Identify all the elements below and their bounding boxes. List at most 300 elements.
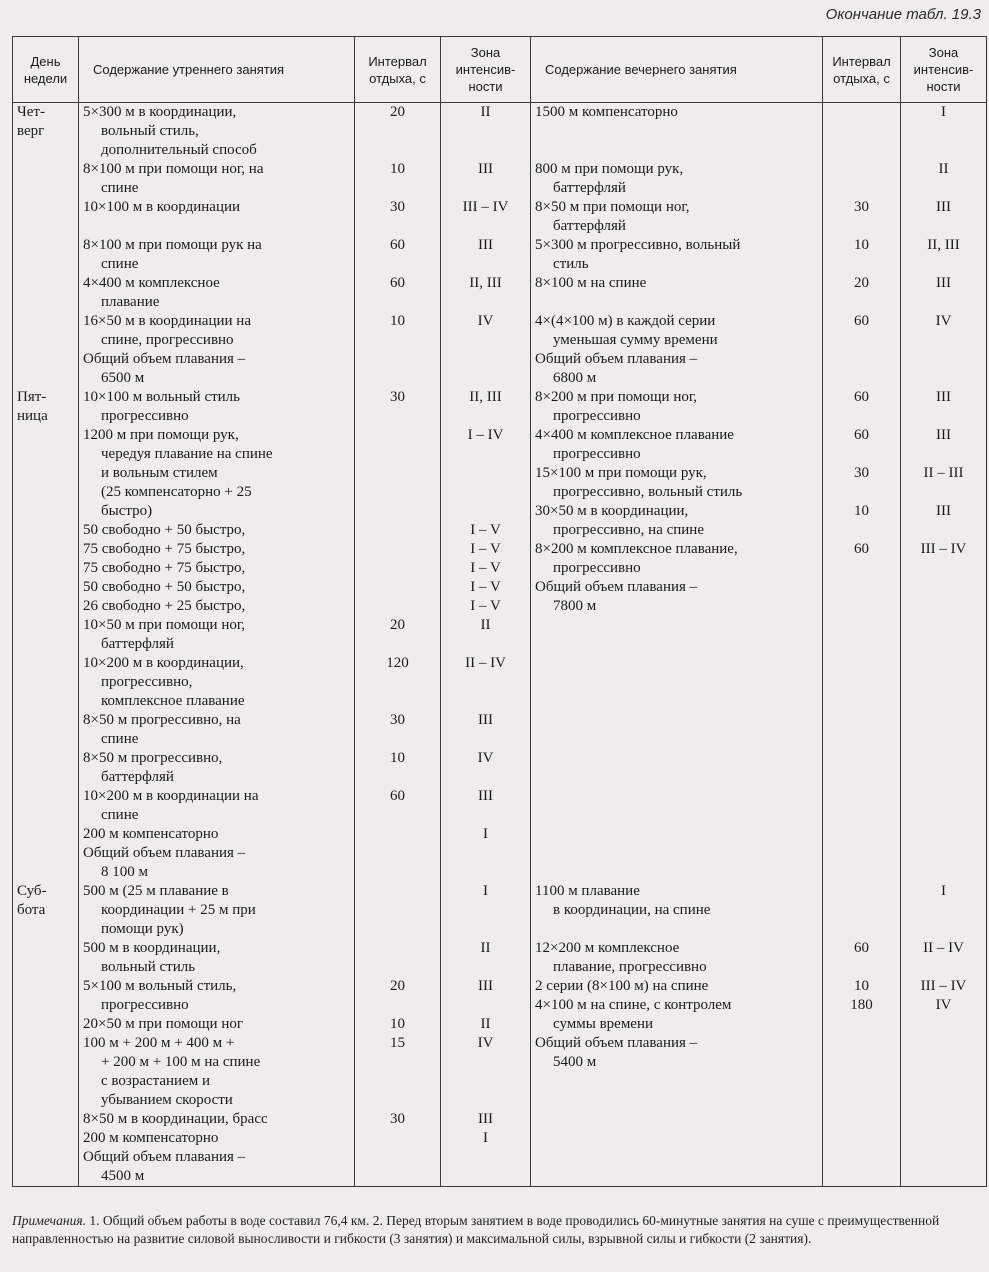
evening-zone-line — [905, 369, 982, 388]
evening-rest-line — [827, 217, 896, 236]
evening-zone-line — [905, 350, 982, 369]
evening-content-line: баттерфляй — [553, 218, 626, 234]
morning-zone-line — [445, 958, 526, 977]
evening-zone-line — [905, 901, 982, 920]
morning-content — [79, 882, 355, 1187]
morning-content-line: Общий объем плавания – — [83, 1149, 246, 1165]
header-morning: Содержание утреннего занятия — [79, 37, 355, 103]
morning-zone-line — [445, 445, 526, 464]
morning-zone-line: I — [483, 1130, 488, 1146]
evening-content-line — [535, 920, 818, 939]
morning-rest-line: 15 — [390, 1035, 405, 1051]
morning-zone-line — [445, 635, 526, 654]
morning-rest — [355, 103, 441, 389]
morning-content-line: спине — [101, 180, 139, 196]
evening-content-line: прогрессивно — [553, 408, 641, 424]
evening-zone-line — [905, 1015, 982, 1034]
morning-content-line: 8×50 м в координации, брасс — [83, 1111, 268, 1127]
morning-rest-line — [359, 255, 436, 274]
evening-rest — [823, 388, 901, 882]
evening-rest-line: 60 — [854, 427, 869, 443]
day-row — [13, 388, 987, 882]
evening-zone-line: IV — [935, 313, 952, 329]
evening-content-line: 4×100 м на спине, с контролем — [535, 997, 732, 1013]
evening-content-line: 8×100 м на спине — [535, 275, 647, 291]
morning-content-line: 4500 м — [101, 1168, 145, 1184]
day-cell — [13, 882, 79, 1187]
morning-content-line: 5×100 м вольный стиль, — [83, 978, 237, 994]
evening-content-line: суммы времени — [553, 1016, 654, 1032]
morning-rest-line — [359, 806, 436, 825]
evening-zone-line: IV — [935, 997, 952, 1013]
evening-rest-line — [827, 521, 896, 540]
morning-zone-line — [445, 673, 526, 692]
morning-content-line: спине — [101, 807, 139, 823]
evening-zone-line — [905, 1053, 982, 1072]
evening-zone-line: II — [938, 161, 949, 177]
morning-content-line: 4×400 м комплексное — [83, 275, 220, 291]
morning-zone-line: III — [478, 1111, 493, 1127]
morning-zone — [441, 103, 531, 389]
evening-zone-line — [905, 445, 982, 464]
morning-rest — [355, 882, 441, 1187]
morning-content-line: 10×100 м вольный стиль — [83, 389, 241, 405]
morning-rest-line — [359, 540, 436, 559]
evening-zone — [901, 103, 987, 389]
evening-rest-line: 60 — [854, 313, 869, 329]
morning-rest-line — [359, 1072, 436, 1091]
morning-zone-line — [445, 1091, 526, 1110]
evening-rest-line — [827, 1034, 896, 1053]
morning-content-line: 500 м (25 м плавание в — [83, 883, 229, 899]
morning-rest-line: 60 — [390, 788, 405, 804]
morning-zone-line — [445, 141, 526, 160]
morning-zone-line — [445, 217, 526, 236]
evening-zone-line: II – IV — [923, 940, 964, 956]
morning-zone-line: III — [478, 712, 493, 728]
morning-content-line: вольный стиль, — [101, 123, 199, 139]
morning-zone-line: II, III — [469, 275, 502, 291]
header-zone-morning: Зона интенсив-ности — [441, 37, 531, 103]
morning-zone-line — [445, 464, 526, 483]
evening-zone-line — [905, 255, 982, 274]
evening-content-line: 5×300 м прогрессивно, вольный — [535, 237, 741, 253]
evening-rest-line — [827, 141, 896, 160]
morning-rest-line — [359, 1167, 436, 1186]
evening-content-line: стиль — [553, 256, 589, 272]
morning-content-line: прогрессивно — [101, 997, 189, 1013]
evening-content-line: плавание, прогрессивно — [553, 959, 707, 975]
morning-zone-line: I – V — [470, 541, 501, 557]
morning-content-line: 10×200 м в координации, — [83, 655, 244, 671]
morning-content-line: 8×50 м прогрессивно, на — [83, 712, 241, 728]
evening-zone-line — [905, 293, 982, 312]
morning-zone-line: I — [483, 883, 488, 899]
morning-rest-line — [359, 768, 436, 787]
note-text: 1. Общий объем работы в воде составил 76,4 км. 2. Перед вторым занятием в воде проводились 60-минутные занятия на суше с преимущественной направленностью на развитие силовой выносливости и гибкости (3 занятия) и максимальной силы, взрывной силы и гибкости (2 занятия). — [12, 1213, 940, 1246]
morning-rest-line — [359, 122, 436, 141]
morning-zone-line: I – V — [470, 579, 501, 595]
day-label: бота — [17, 902, 46, 918]
morning-rest-line — [359, 692, 436, 711]
morning-rest-line: 30 — [390, 199, 405, 215]
morning-content-line: быстро) — [101, 503, 153, 519]
header-rest-morning: Интервал отдыха, с — [355, 37, 441, 103]
evening-rest-line — [827, 179, 896, 198]
morning-rest-line — [359, 825, 436, 844]
day-label: ница — [17, 408, 48, 424]
morning-content-line: 200 м компенсаторно — [83, 826, 219, 842]
morning-rest-line — [359, 179, 436, 198]
morning-content-line: Общий объем плавания – — [83, 845, 246, 861]
evening-rest-line — [827, 350, 896, 369]
evening-rest-line — [827, 901, 896, 920]
morning-rest — [355, 388, 441, 882]
morning-zone-line — [445, 293, 526, 312]
morning-content-line: вольный стиль — [101, 959, 196, 975]
evening-rest-line: 10 — [854, 978, 869, 994]
morning-content-line: 8×100 м при помощи рук на — [83, 237, 262, 253]
morning-rest-line — [359, 920, 436, 939]
morning-zone-line: IV — [477, 313, 494, 329]
evening-rest-line — [827, 1053, 896, 1072]
morning-rest-line — [359, 996, 436, 1015]
evening-content — [531, 103, 823, 389]
evening-zone-line — [905, 920, 982, 939]
evening-content-line: 7800 м — [553, 598, 597, 614]
morning-content-line: 100 м + 200 м + 400 м + — [83, 1035, 235, 1051]
evening-zone-line — [905, 483, 982, 502]
header-day: День недели — [13, 37, 79, 103]
morning-content-line: (25 компенсаторно + 25 — [101, 484, 252, 500]
morning-content-line: 1200 м при помощи рук, — [83, 427, 239, 443]
morning-content-line: и вольным стилем — [101, 465, 218, 481]
morning-content-line: 20×50 м при помощи ног — [83, 1016, 243, 1032]
morning-rest-line — [359, 350, 436, 369]
morning-rest-line — [359, 673, 436, 692]
morning-zone-line — [445, 407, 526, 426]
morning-zone-line: II — [480, 104, 491, 120]
morning-rest-line: 60 — [390, 275, 405, 291]
morning-zone-line: II — [480, 940, 491, 956]
morning-zone-line: I – V — [470, 560, 501, 576]
evening-content-line: 8×50 м при помощи ног, — [535, 199, 690, 215]
morning-zone-line — [445, 122, 526, 141]
morning-rest-line — [359, 293, 436, 312]
morning-rest-line: 30 — [390, 712, 405, 728]
evening-rest-line — [827, 597, 896, 616]
evening-rest-line — [827, 958, 896, 977]
morning-rest-line — [359, 635, 436, 654]
morning-zone-line: III — [478, 788, 493, 804]
evening-rest-line: 10 — [854, 237, 869, 253]
morning-zone-line — [445, 331, 526, 350]
morning-zone-line — [445, 483, 526, 502]
morning-zone-line: I – V — [470, 522, 501, 538]
morning-content-line: чередуя плавание на спине — [101, 446, 273, 462]
evening-zone-line — [905, 141, 982, 160]
evening-rest — [823, 882, 901, 1187]
evening-content-line: 8×200 м комплексное плавание, — [535, 541, 738, 557]
morning-zone-line: I – IV — [467, 427, 504, 443]
morning-zone-line — [445, 1167, 526, 1186]
morning-content-line: дополнительный способ — [101, 142, 257, 158]
morning-content-line: 8×100 м при помощи ног, на — [83, 161, 264, 177]
morning-content-line: 500 м в координации, — [83, 940, 221, 956]
evening-content — [531, 882, 823, 1187]
morning-rest-line: 20 — [390, 978, 405, 994]
evening-rest-line: 180 — [850, 997, 873, 1013]
morning-rest-line: 120 — [386, 655, 409, 671]
training-table — [12, 36, 987, 1187]
morning-rest-line — [359, 369, 436, 388]
morning-content-line: плавание — [101, 294, 160, 310]
morning-rest-line — [359, 426, 436, 445]
morning-rest-line — [359, 1129, 436, 1148]
morning-zone-line — [445, 255, 526, 274]
morning-content-line: комплексное плавание — [101, 693, 245, 709]
morning-zone-line — [445, 692, 526, 711]
header-zone-evening: Зона интенсив-ности — [901, 37, 987, 103]
evening-zone-line — [905, 407, 982, 426]
morning-rest-line — [359, 844, 436, 863]
evening-content-line: Общий объем плавания – — [535, 1035, 698, 1051]
evening-rest-line — [827, 293, 896, 312]
evening-content-line: в координации, на спине — [553, 902, 711, 918]
evening-zone-line — [905, 217, 982, 236]
morning-rest-line: 10 — [390, 750, 405, 766]
evening-content-line: 800 м при помощи рук, — [535, 161, 684, 177]
evening-content-line: 30×50 м в координации, — [535, 503, 689, 519]
evening-content-line — [535, 122, 818, 141]
morning-zone-line — [445, 502, 526, 521]
evening-zone-line: III — [936, 199, 951, 215]
morning-zone-line — [445, 369, 526, 388]
evening-zone-line — [905, 1034, 982, 1053]
evening-content-line: прогрессивно — [553, 560, 641, 576]
evening-rest-line — [827, 882, 896, 901]
morning-content-line: 16×50 м в координации на — [83, 313, 251, 329]
day-row — [13, 882, 987, 1187]
morning-zone-line: II – IV — [465, 655, 506, 671]
morning-rest-line — [359, 939, 436, 958]
evening-content-line: 2 серии (8×100 м) на спине — [535, 978, 709, 994]
evening-rest-line — [827, 255, 896, 274]
morning-rest-line — [359, 1091, 436, 1110]
morning-zone-line: III — [478, 161, 493, 177]
morning-rest-line — [359, 901, 436, 920]
evening-rest-line — [827, 920, 896, 939]
evening-zone-line: III — [936, 427, 951, 443]
table-caption: Окончание табл. 19.3 — [825, 6, 981, 23]
evening-rest-line — [827, 559, 896, 578]
morning-content-line: спине — [101, 731, 139, 747]
evening-zone-line — [905, 597, 982, 616]
morning-zone-line — [445, 901, 526, 920]
evening-content-line: 8×200 м при помощи ног, — [535, 389, 698, 405]
table-note — [12, 1212, 982, 1248]
morning-content-line: 26 свободно + 25 быстро, — [83, 598, 246, 614]
morning-content-line: убыванием скорости — [101, 1092, 233, 1108]
morning-content-line: прогрессивно — [101, 408, 189, 424]
note-label: Примечания. — [12, 1213, 86, 1228]
morning-rest-line — [359, 217, 436, 236]
evening-rest-line: 20 — [854, 275, 869, 291]
evening-content-line: 12×200 м комплексное — [535, 940, 680, 956]
morning-zone — [441, 882, 531, 1187]
evening-rest-line — [827, 1015, 896, 1034]
morning-rest-line: 10 — [390, 161, 405, 177]
evening-content-line: Общий объем плавания – — [535, 579, 698, 595]
evening-zone-line — [905, 559, 982, 578]
evening-zone-line: III — [936, 275, 951, 291]
morning-rest-line — [359, 597, 436, 616]
morning-zone-line — [445, 996, 526, 1015]
evening-content-line: прогрессивно — [553, 446, 641, 462]
morning-zone-line — [445, 179, 526, 198]
evening-content-line — [535, 141, 818, 160]
morning-content-line: спине, прогрессивно — [101, 332, 234, 348]
morning-rest-line: 30 — [390, 1111, 405, 1127]
evening-zone-line — [905, 122, 982, 141]
evening-rest-line: 60 — [854, 940, 869, 956]
day-label: Чет- — [17, 104, 45, 120]
morning-content-line: баттерфляй — [101, 636, 174, 652]
morning-rest-line: 60 — [390, 237, 405, 253]
morning-rest-line — [359, 407, 436, 426]
evening-zone-line: I — [941, 883, 946, 899]
morning-rest-line — [359, 141, 436, 160]
evening-content-line: 1500 м компенсаторно — [535, 104, 678, 120]
day-cell — [13, 388, 79, 882]
evening-rest-line — [827, 103, 896, 122]
morning-rest-line — [359, 882, 436, 901]
morning-zone-line — [445, 730, 526, 749]
evening-zone-line — [905, 958, 982, 977]
morning-rest-line — [359, 502, 436, 521]
morning-rest-line — [359, 1148, 436, 1167]
morning-zone-line — [445, 768, 526, 787]
morning-rest-line: 10 — [390, 313, 405, 329]
morning-rest-line — [359, 521, 436, 540]
morning-content-line: спине — [101, 256, 139, 272]
morning-zone-line — [445, 1053, 526, 1072]
evening-rest-line — [827, 578, 896, 597]
evening-content-line: прогрессивно, на спине — [553, 522, 704, 538]
morning-zone-line: I — [483, 826, 488, 842]
morning-rest-line: 20 — [390, 617, 405, 633]
evening-rest-line — [827, 369, 896, 388]
morning-zone-line: IV — [477, 1035, 494, 1051]
evening-content-line: уменьшая сумму времени — [553, 332, 718, 348]
evening-zone — [901, 388, 987, 882]
morning-rest-line: 20 — [390, 104, 405, 120]
evening-zone-line: III — [936, 389, 951, 405]
morning-rest-line — [359, 483, 436, 502]
evening-zone-line: I — [941, 104, 946, 120]
morning-zone — [441, 388, 531, 882]
evening-zone-line: II – III — [923, 465, 964, 481]
morning-rest-line — [359, 464, 436, 483]
morning-content-line: 200 м компенсаторно — [83, 1130, 219, 1146]
evening-rest-line — [827, 122, 896, 141]
evening-content-line: 4×400 м комплексное плавание — [535, 427, 734, 443]
morning-zone-line: III — [478, 237, 493, 253]
evening-rest-line: 60 — [854, 389, 869, 405]
morning-rest-line: 10 — [390, 1016, 405, 1032]
evening-zone-line: III – IV — [920, 978, 967, 994]
morning-content-line: 50 свободно + 50 быстро, — [83, 579, 246, 595]
morning-zone-line: III — [478, 978, 493, 994]
morning-rest-line — [359, 559, 436, 578]
morning-rest-line — [359, 730, 436, 749]
morning-content-line: 10×100 м в координации — [83, 199, 241, 215]
morning-content-line: 75 свободно + 75 быстро, — [83, 541, 246, 557]
evening-content-line: Общий объем плавания – — [535, 351, 698, 367]
day-label: Пят- — [17, 389, 47, 405]
morning-rest-line — [359, 331, 436, 350]
morning-rest-line — [359, 578, 436, 597]
evening-zone-line: III — [936, 503, 951, 519]
evening-content-line: 6800 м — [553, 370, 597, 386]
morning-rest-line — [359, 1053, 436, 1072]
evening-zone-line — [905, 179, 982, 198]
morning-zone-line — [445, 920, 526, 939]
day-row — [13, 103, 987, 389]
evening-rest-line: 30 — [854, 199, 869, 215]
morning-content-line: 8×50 м прогрессивно, — [83, 750, 223, 766]
evening-rest-line: 60 — [854, 541, 869, 557]
evening-rest-line — [827, 331, 896, 350]
evening-zone — [901, 882, 987, 1187]
morning-content-line: + 200 м + 100 м на спине — [101, 1054, 261, 1070]
morning-content — [79, 388, 355, 882]
evening-zone-line — [905, 331, 982, 350]
morning-content-line: с возрастанием и — [101, 1073, 211, 1089]
evening-content-line: 15×100 м при помощи рук, — [535, 465, 707, 481]
morning-zone-line: II — [480, 617, 491, 633]
morning-zone-line — [445, 844, 526, 863]
morning-content-line: 5×300 м в координации, — [83, 104, 237, 120]
morning-zone-line — [445, 1148, 526, 1167]
evening-content-line: 4×(4×100 м) в каждой серии — [535, 313, 716, 329]
day-label: верг — [17, 123, 45, 139]
evening-zone-line: II, III — [927, 237, 960, 253]
morning-content-line: 8 100 м — [101, 864, 148, 880]
morning-content-line: 6500 м — [101, 370, 145, 386]
evening-rest-line — [827, 445, 896, 464]
morning-content-line: прогрессивно, — [101, 674, 193, 690]
morning-content — [79, 103, 355, 389]
evening-zone-line — [905, 578, 982, 597]
evening-rest-line — [827, 483, 896, 502]
day-label: Суб- — [17, 883, 47, 899]
evening-content — [531, 388, 823, 882]
header-evening: Содержание вечернего занятия — [531, 37, 823, 103]
morning-content-line: 10×50 м при помощи ног, — [83, 617, 246, 633]
morning-content-line: координации + 25 м при — [101, 902, 256, 918]
morning-content-line: помощи рук) — [101, 921, 184, 937]
evening-content-line — [535, 293, 818, 312]
evening-zone-line: III – IV — [920, 541, 967, 557]
morning-zone-line — [445, 863, 526, 882]
morning-rest-line: 30 — [390, 389, 405, 405]
morning-rest-line — [359, 445, 436, 464]
evening-rest-line — [827, 407, 896, 426]
evening-zone-line — [905, 521, 982, 540]
morning-zone-line: IV — [477, 750, 494, 766]
morning-content-line: Общий объем плавания – — [83, 351, 246, 367]
